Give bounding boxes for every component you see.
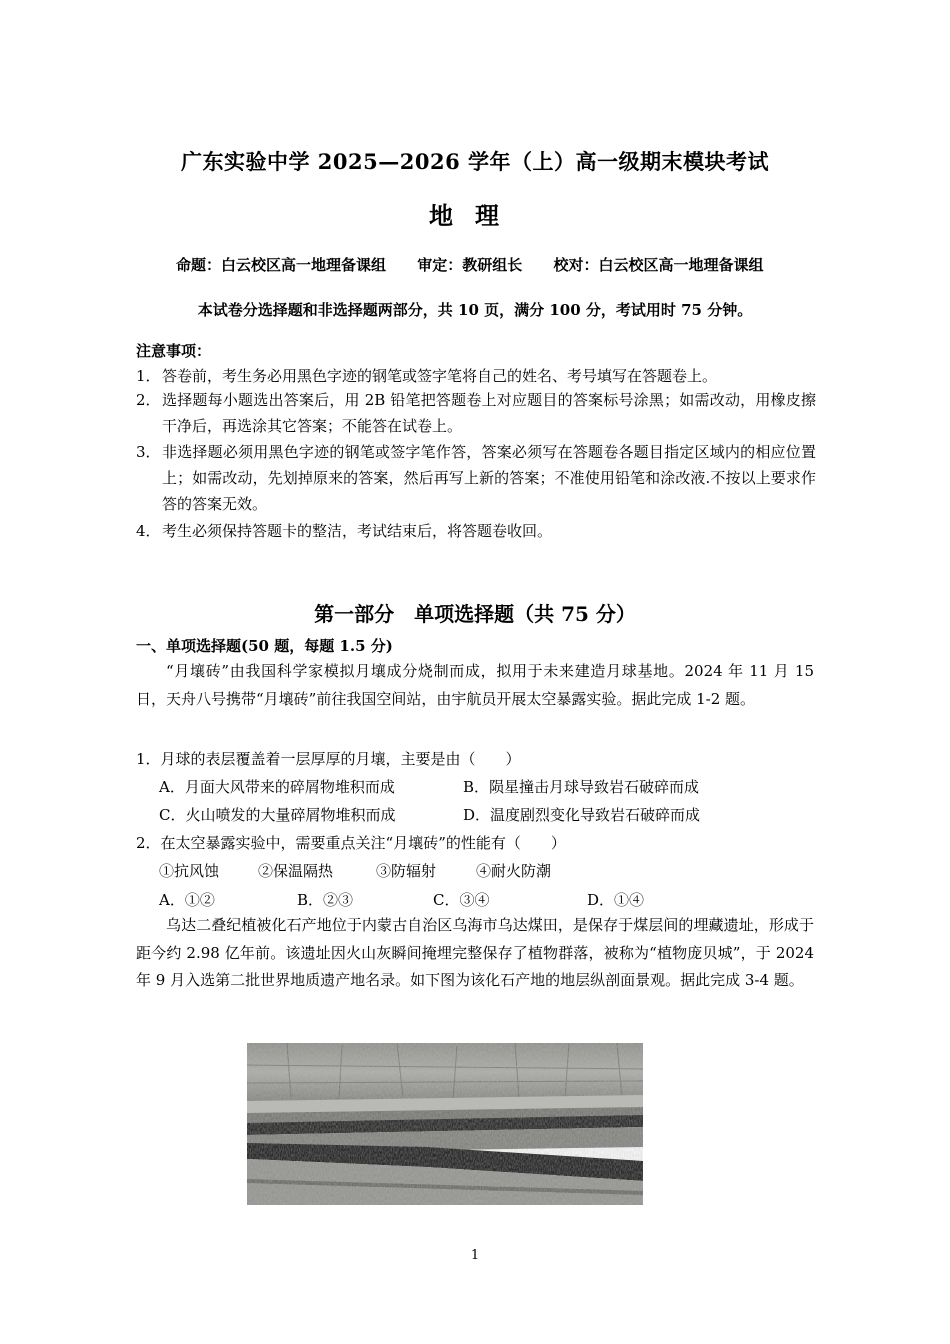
note-number: 2． (136, 391, 161, 409)
credit-proofreader: 校对：白云校区高一地理备课组 (553, 256, 764, 274)
exam-title: 广东实验中学 2025—2026 学年（上）高一级期末模块考试 (180, 149, 769, 174)
q1-option-d: D．温度剧烈变化导致岩石破碎而成 (463, 806, 701, 824)
note-number: 4． (136, 522, 161, 540)
q1-option-b: B．陨星撞击月球导致岩石破碎而成 (463, 778, 700, 796)
q2-item-3: ③防辐射 (376, 862, 437, 880)
subject-title: 地理 (429, 201, 521, 230)
credits-line (176, 254, 764, 275)
credit-author: 命题：白云校区高一地理备课组 (176, 256, 387, 274)
q2-option-a: A．①② (159, 891, 215, 909)
q1-option-c: C．火山喷发的大量碎屑物堆积而成 (159, 806, 396, 824)
note-item (136, 518, 816, 544)
passage-2: 乌达二叠纪植被化石产地位于内蒙古自治区乌海市乌达煤田，是保存于煤层间的埋藏遗址，形成于距今约 2.98 亿年前。该遗址因火山灰瞬间掩埋完整保存了植物群落，被称为“植物庞贝城”，于 2024 年 9 月入选第二批世界地质遗产地名录。如下图为该化石产地的地层纵剖面景观。据此完成 3-4 题。 (136, 916, 814, 989)
notes-heading: 注意事项： (136, 342, 212, 360)
note-text: 非选择题必须用黑色字迹的钢笔或签字笔作答，答案必须写在答题卷各题目指定区域内的相应位置上；如需改动，先划掉原来的答案，然后再写上新的答案；不准使用铅笔和涂改液.不按以上要求作答的答案无效。 (162, 443, 816, 513)
q2-item-1: ①抗风蚀 (159, 862, 220, 880)
strata-illustration (247, 1043, 643, 1205)
note-item (136, 439, 816, 517)
note-number: 1． (136, 367, 161, 385)
note-text: 考生必须保持答题卡的整洁，考试结束后，将答题卷收回。 (162, 522, 553, 540)
note-item (136, 363, 816, 389)
q2-item-2: ②保温隔热 (258, 862, 334, 880)
q2-item-4: ④耐火防潮 (476, 862, 552, 880)
q2-option-d: D．①④ (587, 891, 645, 909)
q2-option-c: C．③④ (433, 891, 490, 909)
strata-photo (247, 1043, 643, 1205)
page-number: 1 (470, 1248, 480, 1263)
question-1-stem: 1．月球的表层覆盖着一层厚厚的月壤，主要是由（ ） (136, 750, 521, 768)
section-subtitle: 一、单项选择题(50 题，每题 1.5 分) (136, 637, 393, 655)
passage-1: “月壤砖”由我国科学家模拟月壤成分烧制而成，拟用于未来建造月球基地。2024 年 11 月 15 日，天舟八号携带“月壤砖”前往我国空间站，由宇航员开展太空暴露实验。据此完成 1-2 题。 (136, 662, 814, 708)
credit-reviewer: 审定：教研组长 (417, 256, 523, 274)
question-2-stem: 2．在太空暴露实验中，需要重点关注“月壤砖”的性能有（ ） (136, 834, 566, 852)
section-title: 第一部分 单项选择题（共 75 分） (314, 602, 636, 626)
note-number: 3． (136, 443, 161, 461)
note-item (136, 387, 816, 439)
q2-option-b: B．②③ (297, 891, 354, 909)
q1-option-a: A．月面大风带来的碎屑物堆积而成 (159, 778, 395, 796)
note-text: 选择题每小题选出答案后，用 2B 铅笔把答题卷上对应题目的答案标号涂黑；如需改动，用橡皮擦干净后，再选涂其它答案；不能答在试卷上。 (162, 391, 816, 435)
note-text: 答卷前，考生务必用黑色字迹的钢笔或签字笔将自己的姓名、考号填写在答题卷上。 (162, 367, 718, 385)
exam-overview: 本试卷分选择题和非选择题两部分，共 10 页，满分 100 分，考试用时 75 分钟。 (197, 301, 753, 319)
